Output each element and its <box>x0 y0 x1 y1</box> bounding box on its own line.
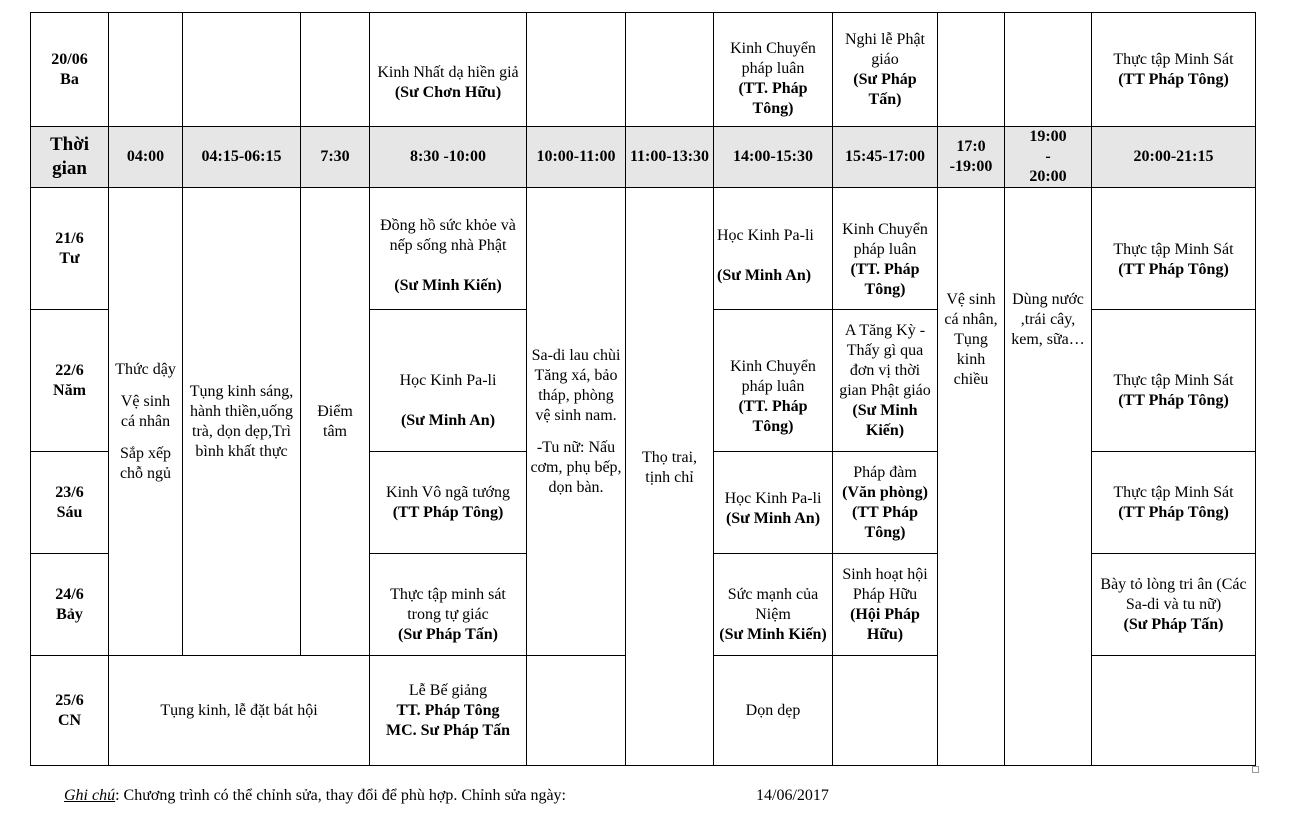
class-teacher: (Văn phòng) (TT Pháp Tông) <box>842 483 928 541</box>
day-date: 24/6 <box>55 585 84 603</box>
table-resize-handle <box>1252 766 1259 773</box>
class-teacher: (Hội Pháp Hữu) <box>850 605 920 643</box>
day-cell-24-6 <box>31 554 109 656</box>
cell-empty <box>527 656 626 766</box>
cleaning-line: Sa-di lau chùi Tăng xá, bảo tháp, phòng vệ sinh nam. <box>531 346 621 424</box>
note-label: Ghi chú <box>64 787 116 804</box>
cell-empty <box>938 13 1005 127</box>
class-teacher: (Sư Pháp Tấn) <box>853 70 917 108</box>
cell-lunch: Thọ trai, tịnh chỉ <box>626 188 714 766</box>
class-teacher: (TT Pháp Tông) <box>1118 503 1229 521</box>
time-slot: 10:00-11:00 <box>527 127 626 188</box>
class-teacher: (Sư Minh Kiến) <box>719 625 827 643</box>
cell-class <box>370 554 527 656</box>
day-date: 25/6 <box>55 691 84 709</box>
class-title: Sinh hoạt hội Pháp Hữu <box>842 565 928 603</box>
class-teacher: (Sư Pháp Tấn) <box>1123 615 1224 633</box>
cell-class <box>370 13 527 127</box>
cell-class <box>833 13 938 127</box>
class-title: Học Kinh Pa-li <box>717 226 814 244</box>
class-teacher: (Sư Minh An) <box>717 266 812 284</box>
wake-line: Thức dậy <box>115 360 176 378</box>
class-teacher: (Sư Chơn Hữu) <box>394 83 502 101</box>
cell-empty <box>527 13 626 127</box>
day-date: 23/6 <box>55 483 84 501</box>
class-teacher: (TT Pháp Tông) <box>1118 391 1229 409</box>
cell-sunday-chant: Tụng kinh, lễ đặt bát hội <box>109 656 370 766</box>
class-teacher: (Sư Minh An) <box>400 411 496 429</box>
cell-class <box>833 452 938 554</box>
class-teacher: (Sư Minh Kiến) <box>852 401 918 439</box>
class-teacher: (TT Pháp Tông) <box>1118 260 1229 278</box>
day-weekday: Sáu <box>56 503 83 521</box>
footer-note <box>64 786 829 806</box>
class-teacher: (TT Pháp Tông) <box>392 503 504 521</box>
cell-empty <box>109 13 183 127</box>
class-title: Học Kinh Pa-li <box>399 371 497 389</box>
cell-cleaning <box>527 188 626 656</box>
time-header-row <box>31 127 1256 188</box>
time-slot: 8:30 -10:00 <box>370 127 527 188</box>
cell-class <box>1092 188 1256 310</box>
class-title: Thực tập Minh Sát <box>1113 371 1234 389</box>
cleaning-line: -Tu nữ: Nấu cơm, phụ bếp, dọn bàn. <box>530 438 622 496</box>
schedule-table <box>30 12 1256 766</box>
time-label: Thời gian <box>31 127 109 188</box>
class-teacher: (Sư Minh An) <box>725 509 821 527</box>
time-slot: 15:45-17:00 <box>833 127 938 188</box>
time-slot: 04:00 <box>109 127 183 188</box>
cell-class <box>1092 310 1256 452</box>
class-title: Bày tỏ lòng tri ân (Các Sa-di và tu nữ) <box>1100 575 1247 613</box>
day-date: 22/6 <box>55 361 84 379</box>
class-teacher: (TT Pháp Tông) <box>1118 70 1229 88</box>
wake-line: Vệ sinh cá nhân <box>120 392 171 430</box>
day-weekday: Bảy <box>56 605 83 623</box>
cell-class <box>833 188 938 310</box>
class-teacher: (TT. Pháp Tông) <box>738 397 808 435</box>
cell-empty <box>1092 656 1256 766</box>
day-date: 20/06 <box>51 50 88 68</box>
time-part: 20:00 <box>1029 168 1067 185</box>
time-slot: 04:15-06:15 <box>183 127 301 188</box>
cell-closing-ceremony <box>370 656 527 766</box>
cell-class <box>714 310 833 452</box>
cell-class <box>833 554 938 656</box>
class-teacher: (TT. Pháp Tông) <box>850 260 920 298</box>
class-title: Nghi lễ Phật giáo <box>845 30 925 68</box>
cell-evening: Vệ sinh cá nhân, Tụng kinh chiều <box>938 188 1005 766</box>
day-cell-21-6 <box>31 188 109 310</box>
day-weekday: Năm <box>53 381 86 399</box>
cell-class <box>370 452 527 554</box>
cell-class <box>714 13 833 127</box>
day-weekday: Tư <box>59 249 80 267</box>
note-date: 14/06/2017 <box>756 787 829 804</box>
class-teacher: MC. Sư Pháp Tấn <box>385 721 510 739</box>
class-teacher: TT. Pháp Tông <box>396 701 500 719</box>
class-title: Đồng hồ sức khỏe và nếp sống nhà Phật <box>380 216 516 254</box>
cell-class <box>370 188 527 310</box>
cell-class <box>714 452 833 554</box>
class-title: Sức mạnh của Niệm <box>727 585 819 623</box>
class-title: Kinh Chuyển pháp luân <box>730 39 816 77</box>
class-teacher: (Sư Pháp Tấn) <box>397 625 498 643</box>
cell-empty <box>183 13 301 127</box>
time-slot: 14:00-15:30 <box>714 127 833 188</box>
cell-class <box>1092 554 1256 656</box>
day-date: 21/6 <box>55 229 84 247</box>
cell-class <box>370 310 527 452</box>
cell-cleanup: Dọn dẹp <box>714 656 833 766</box>
class-title: Học Kinh Pa-li <box>724 489 822 507</box>
class-title: Thực tập Minh Sát <box>1113 240 1234 258</box>
day-cell-20-06 <box>31 13 109 127</box>
cell-empty <box>1005 13 1092 127</box>
row-20-06 <box>31 13 1256 127</box>
day-weekday: Ba <box>60 70 79 88</box>
cell-class <box>714 188 833 310</box>
time-part: - <box>1045 148 1051 165</box>
class-teacher: (Sư Minh Kiến) <box>394 276 502 294</box>
time-slot: 17:0 -19:00 <box>938 127 1005 188</box>
class-title: Kinh Nhất dạ hiền giả <box>377 63 519 81</box>
row-21-6 <box>31 188 1256 310</box>
cell-empty <box>301 13 370 127</box>
day-cell-23-6 <box>31 452 109 554</box>
time-slot: 20:00-21:15 <box>1092 127 1256 188</box>
class-title: Lễ Bế giảng <box>408 681 488 699</box>
cell-class <box>1092 13 1256 127</box>
class-title: A Tăng Kỳ -Thấy gì qua đơn vị thời gian Phật giáo <box>839 321 931 399</box>
cell-wake-up <box>109 188 183 656</box>
class-title: Thực tập minh sát trong tự giác <box>390 585 506 623</box>
cell-breakfast: Điểm tâm <box>301 188 370 656</box>
note-text: : Chương trình có thể chỉnh sửa, thay đổi để phù hợp. Chỉnh sửa ngày: <box>115 787 566 804</box>
class-title: Pháp đàm <box>853 463 917 481</box>
wake-line: Sắp xếp chỗ ngủ <box>119 444 172 482</box>
day-cell-25-6 <box>31 656 109 766</box>
class-title: Kinh Chuyển pháp luân <box>842 220 928 258</box>
day-cell-22-6 <box>31 310 109 452</box>
cell-class <box>714 554 833 656</box>
class-title: Thực tập Minh Sát <box>1113 50 1234 68</box>
cell-morning-chant: Tụng kinh sáng, hành thiền,uống trà, dọn dẹp,Trì bình khất thực <box>183 188 301 656</box>
time-slot: 11:00-13:30 <box>626 127 714 188</box>
cell-class <box>1092 452 1256 554</box>
day-weekday: CN <box>57 711 82 729</box>
time-part: 19:00 <box>1029 128 1067 145</box>
cell-empty <box>626 13 714 127</box>
time-slot: 7:30 <box>301 127 370 188</box>
time-slot <box>1005 127 1092 188</box>
cell-drinks: Dùng nước ,trái cây, kem, sữa… <box>1005 188 1092 766</box>
cell-class <box>833 310 938 452</box>
cell-empty <box>833 656 938 766</box>
class-title: Thực tập Minh Sát <box>1113 483 1234 501</box>
class-teacher: (TT. Pháp Tông) <box>738 79 808 117</box>
class-title: Kinh Chuyển pháp luân <box>730 357 816 395</box>
class-title: Kinh Vô ngã tướng <box>386 483 510 501</box>
